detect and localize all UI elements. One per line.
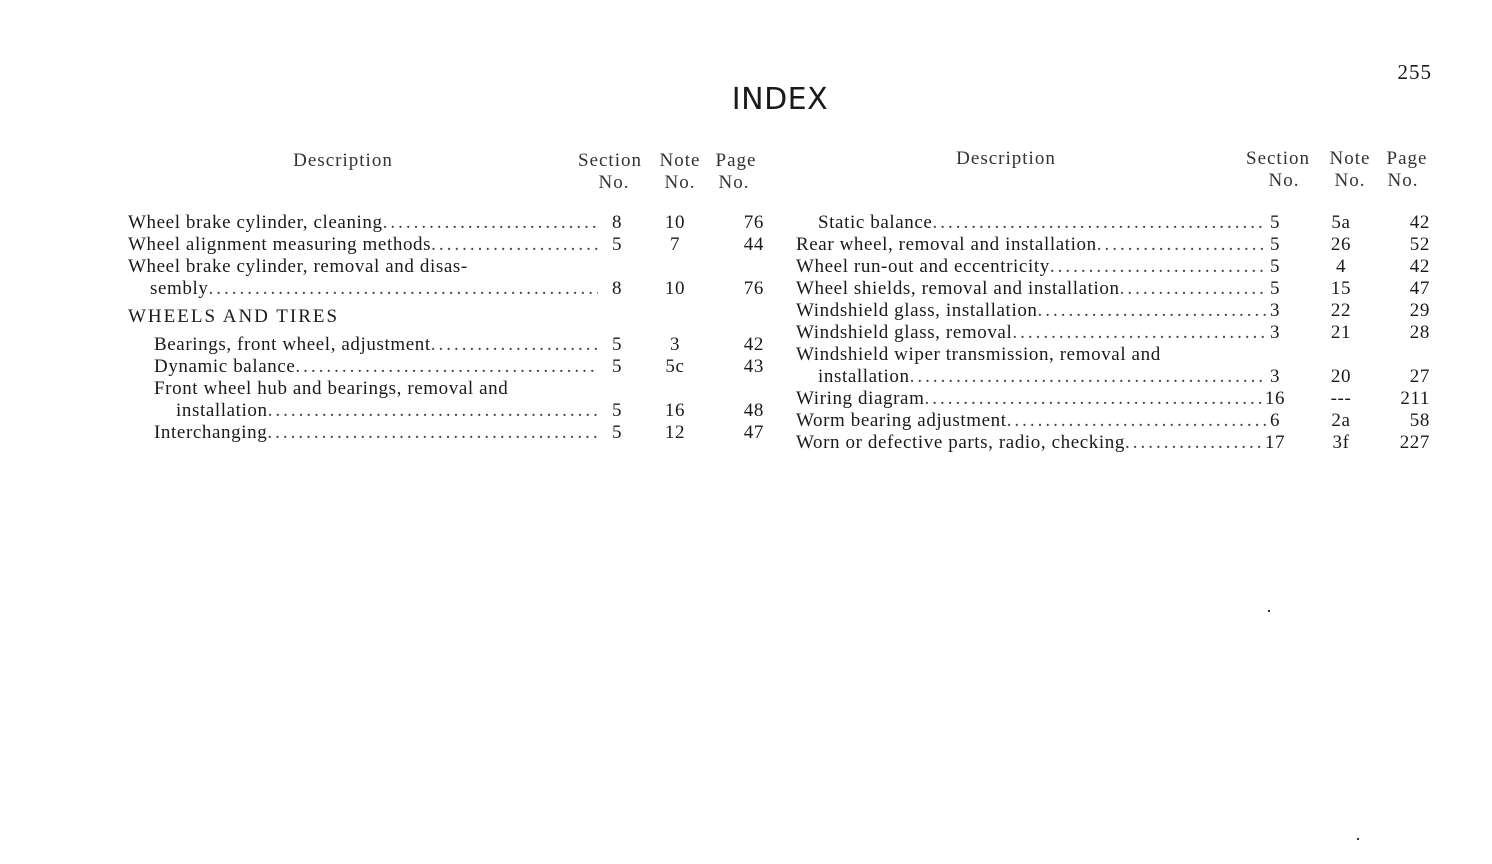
scan-speck xyxy=(1268,610,1270,612)
column-headers xyxy=(128,150,768,206)
entry-description xyxy=(128,212,598,234)
dot-leader xyxy=(431,334,598,356)
note-number: 16 xyxy=(664,400,686,421)
section-number: 8 xyxy=(611,278,623,299)
section-number: 5 xyxy=(611,422,623,443)
entry-description xyxy=(796,388,1266,410)
page-number-cell: 42 xyxy=(1409,212,1430,233)
entry-text: Front wheel hub and bearings, removal and xyxy=(154,378,509,399)
page-number-cell: 27 xyxy=(1409,366,1430,387)
entry-description xyxy=(154,356,598,378)
index-entry xyxy=(796,322,1436,344)
index-entry xyxy=(128,400,768,422)
entry-description xyxy=(176,400,598,422)
note-number: 5a xyxy=(1331,212,1351,233)
note-number: 12 xyxy=(664,422,686,443)
section-number: 5 xyxy=(611,334,623,355)
entry-text: Interchanging xyxy=(154,422,268,443)
note-number: 22 xyxy=(1330,300,1352,321)
entry-description xyxy=(818,366,1266,388)
section-number: 5 xyxy=(611,356,623,377)
index-entry xyxy=(796,278,1436,300)
entry-text: Rear wheel, removal and installation xyxy=(796,234,1097,255)
header-section-no: No. xyxy=(1268,170,1300,191)
page-number-cell: 211 xyxy=(1400,388,1430,409)
page-number-cell: 76 xyxy=(743,212,764,233)
entry-description xyxy=(796,300,1266,322)
page-number-cell: 44 xyxy=(743,234,764,255)
index-entry xyxy=(128,422,768,444)
note-number: 21 xyxy=(1330,322,1352,343)
entry-text: Windshield wiper transmission, removal and xyxy=(796,344,1161,365)
entry-description xyxy=(818,212,1266,234)
dot-leader xyxy=(295,356,598,378)
index-entry xyxy=(128,378,768,400)
section-number: 5 xyxy=(1269,256,1281,277)
entry-description xyxy=(796,410,1266,432)
note-number: 3 xyxy=(669,334,681,355)
index-entry xyxy=(128,212,768,234)
dot-leader xyxy=(267,422,598,444)
page-number-cell: 29 xyxy=(1409,300,1430,321)
page-number-cell: 43 xyxy=(743,356,764,377)
index-entry xyxy=(796,410,1436,432)
dot-leader xyxy=(383,212,598,234)
note-number: 15 xyxy=(1330,278,1352,299)
page-number-cell: 28 xyxy=(1409,322,1430,343)
page-number-cell: 76 xyxy=(743,278,764,299)
entry-text: installation xyxy=(818,366,910,387)
dot-leader xyxy=(932,212,1266,234)
page-number-cell: 58 xyxy=(1409,410,1430,431)
page-number-cell: 42 xyxy=(1409,256,1430,277)
entry-text: Windshield glass, removal xyxy=(796,322,1013,343)
entry-text: Wheel run-out and eccentricity xyxy=(796,256,1050,277)
entry-text: installation xyxy=(176,400,268,421)
note-number: 5c xyxy=(665,356,685,377)
header-section-no: No. xyxy=(598,172,630,193)
entry-description xyxy=(796,322,1266,344)
dot-leader xyxy=(1012,322,1266,344)
note-number: --- xyxy=(1330,388,1352,409)
entry-description xyxy=(128,234,598,256)
page-number-cell: 47 xyxy=(743,422,764,443)
section-number: 6 xyxy=(1269,410,1281,431)
entry-text: Worm bearing adjustment xyxy=(796,410,1007,431)
page-number-cell: 227 xyxy=(1399,432,1430,453)
entry-description xyxy=(796,432,1266,454)
note-number: 26 xyxy=(1330,234,1352,255)
entry-text: Wheel alignment measuring methods xyxy=(128,234,432,255)
section-number: 3 xyxy=(1269,322,1281,343)
entry-description xyxy=(796,278,1266,300)
dot-leader xyxy=(1007,410,1266,432)
dot-leader xyxy=(431,234,598,256)
dot-leader xyxy=(910,366,1266,388)
index-entry xyxy=(796,366,1436,388)
entry-text: Static balance xyxy=(818,212,933,233)
note-number: 10 xyxy=(664,212,686,233)
section-number: 5 xyxy=(1269,212,1281,233)
index-entry xyxy=(796,300,1436,322)
note-number: 3f xyxy=(1332,432,1350,453)
header-note: Note xyxy=(659,150,701,171)
header-note: Note xyxy=(1329,148,1371,169)
index-entry xyxy=(128,356,768,378)
index-entry xyxy=(796,344,1436,366)
header-page-no: No. xyxy=(1387,170,1419,191)
header-note-no: No. xyxy=(664,172,696,193)
dot-leader xyxy=(1125,432,1266,454)
page-title: INDEX xyxy=(731,82,829,117)
header-page: Page xyxy=(1386,148,1428,169)
group-entries xyxy=(128,334,768,444)
entry-text: Windshield glass, installation xyxy=(796,300,1038,321)
page-number-cell: 42 xyxy=(743,334,764,355)
entry-text: Wheel brake cylinder, removal and disas- xyxy=(128,256,468,277)
dot-leader xyxy=(1050,256,1266,278)
dot-leader xyxy=(268,400,598,422)
entry-description xyxy=(154,378,598,400)
entry-text: Wheel brake cylinder, cleaning xyxy=(128,212,383,233)
header-description: Description xyxy=(293,150,393,171)
index-entry xyxy=(128,334,768,356)
entry-description xyxy=(150,278,598,300)
section-number: 8 xyxy=(611,212,623,233)
note-number: 2a xyxy=(1331,410,1351,431)
page-number-cell: 48 xyxy=(743,400,764,421)
entry-description xyxy=(128,256,598,278)
dot-leader xyxy=(924,388,1266,410)
index-entry xyxy=(796,388,1436,410)
group-heading: WHEELS AND TIRES xyxy=(128,306,340,327)
entry-description xyxy=(796,256,1266,278)
entry-text: Wheel shields, removal and installation xyxy=(796,278,1120,299)
entry-text: sembly xyxy=(150,278,209,299)
section-number: 3 xyxy=(1269,300,1281,321)
index-entry xyxy=(128,234,768,256)
section-number: 17 xyxy=(1264,432,1286,453)
note-number: 4 xyxy=(1335,256,1347,277)
section-number: 5 xyxy=(611,400,623,421)
dot-leader xyxy=(1120,278,1266,300)
entry-text: Worn or defective parts, radio, checking xyxy=(796,432,1125,453)
page-number-cell: 47 xyxy=(1409,278,1430,299)
section-number: 3 xyxy=(1269,366,1281,387)
header-page-no: No. xyxy=(718,172,750,193)
left-entries xyxy=(128,212,768,300)
section-number: 5 xyxy=(611,234,623,255)
page-number-cell: 52 xyxy=(1409,234,1430,255)
entry-description xyxy=(796,344,1266,366)
index-entry xyxy=(796,212,1436,234)
header-page: Page xyxy=(715,150,757,171)
index-entry xyxy=(128,256,768,278)
index-entry xyxy=(796,256,1436,278)
index-entry xyxy=(128,278,768,300)
entry-description xyxy=(154,422,598,444)
entry-text: Dynamic balance xyxy=(154,356,296,377)
right-index-column xyxy=(796,148,1436,454)
entry-text: Bearings, front wheel, adjustment xyxy=(154,334,431,355)
entry-text: Wiring diagram xyxy=(796,388,925,409)
entry-description xyxy=(796,234,1266,256)
index-entry xyxy=(796,234,1436,256)
header-section: Section xyxy=(578,150,642,171)
dot-leader xyxy=(209,278,599,300)
section-number: 16 xyxy=(1264,388,1286,409)
note-number: 10 xyxy=(664,278,686,299)
header-section: Section xyxy=(1246,148,1310,169)
header-note-no: No. xyxy=(1334,170,1366,191)
note-number: 7 xyxy=(669,234,681,255)
note-number: 20 xyxy=(1330,366,1352,387)
scan-speck xyxy=(1357,838,1359,840)
left-index-column xyxy=(128,150,768,444)
entry-description xyxy=(154,334,598,356)
index-entry xyxy=(796,432,1436,454)
column-headers xyxy=(796,148,1436,204)
page-number: 255 xyxy=(1397,60,1432,84)
dot-leader xyxy=(1038,300,1266,322)
header-description: Description xyxy=(956,148,1056,169)
right-entries xyxy=(796,212,1436,454)
section-number: 5 xyxy=(1269,278,1281,299)
dot-leader xyxy=(1097,234,1266,256)
section-number: 5 xyxy=(1269,234,1281,255)
